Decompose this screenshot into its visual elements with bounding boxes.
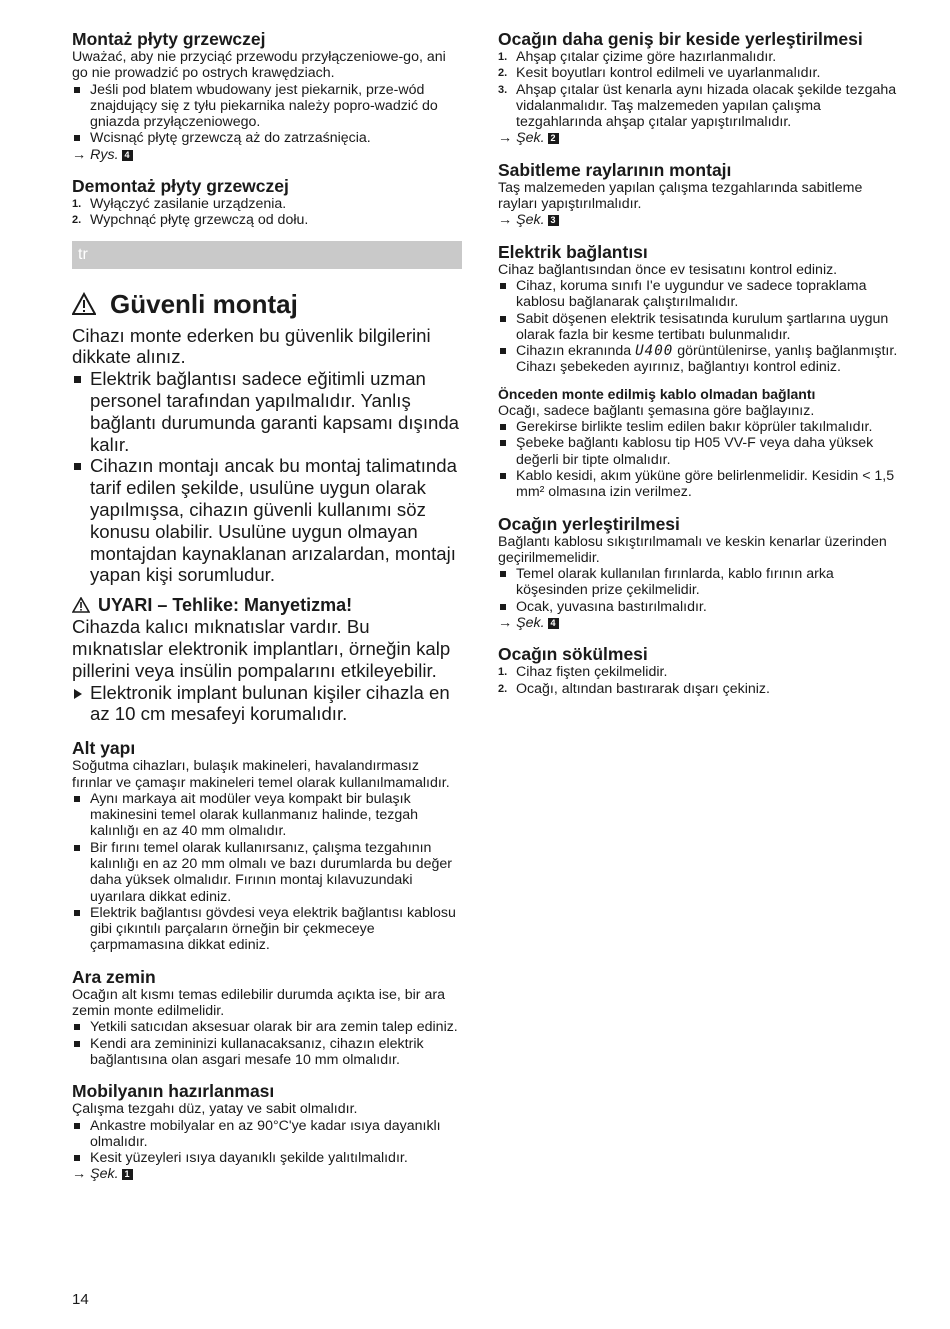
- list-item: Bir fırını temel olarak kullanırsanız, çalışma tezgahının kalınlığı en az 20 mm olmalı ve bazı durumlarda bu değer daha yüksek olmalıdır. Fırının montaj kılavuzundaki uyarılara dikkat ediniz.: [72, 840, 462, 905]
- list-item: Cihaz, koruma sınıfı I'e uygundur ve sadece topraklama kablosu bağlanarak çalıştırılmalıdır.: [498, 278, 898, 311]
- section-mobilya: [72, 1082, 462, 1182]
- section-title: Demontaż płyty grzewczej: [72, 176, 289, 197]
- list-item: Kablo kesidi, akım yüküne göre belirlenmelidir. Kesidin < 1,5 mm² olmasına izin verilmez.: [498, 468, 898, 501]
- figure-reference: → Şek. 2: [498, 130, 898, 146]
- warning-heading: UYARI – Tehlike: Manyetizma!: [72, 594, 462, 616]
- section-sabitleme: [498, 161, 898, 229]
- language-bar: [72, 241, 462, 269]
- figure-number: 2: [548, 133, 559, 144]
- section-title: Sabitleme raylarının montajı: [498, 159, 732, 180]
- numbered-list: [498, 664, 898, 697]
- list-item: Yetkili satıcıdan aksesuar olarak bir ara zemin talep ediniz.: [72, 1019, 462, 1035]
- list-item: Elektrik bağlantısı gövdesi veya elektrik bağlantısı kablosu gibi çıkıntılı parçaların örneğin bir çekmeceye çarpmamasına dikkat ediniz.: [72, 905, 462, 954]
- bullet-list: [72, 1019, 462, 1068]
- figure-number: 3: [548, 215, 559, 226]
- display-code: U400: [635, 343, 674, 360]
- section-title: Mobilyanın hazırlanması: [72, 1081, 275, 1102]
- list-item: 2. Kesit boyutları kontrol edilmeli ve uyarlanmalıdır.: [498, 65, 821, 82]
- section-intro: Ocağın alt kısmı temas edilebilir durumda açıkta ise, bir ara zemin monte edilmelidir.: [72, 986, 445, 1020]
- bullet-list: [72, 368, 462, 586]
- list-item: Ocak, yuvasına bastırılmalıdır.: [498, 599, 898, 615]
- bullet-list: [498, 278, 898, 376]
- warning-icon: [72, 292, 96, 316]
- right-column: [498, 30, 898, 711]
- bullet-list: [72, 82, 462, 147]
- list-item: Elektronik implant bulunan kişiler cihazla en az 10 cm mesafeyi korumalıdır.: [72, 682, 462, 726]
- warning-icon: [72, 597, 90, 613]
- section-intro: Ocağı, sadece bağlantı şemasına göre bağlayınız.: [498, 402, 815, 419]
- figure-number: 4: [548, 618, 559, 629]
- section-title: Alt yapı: [72, 738, 136, 759]
- section-sokulmesi: [498, 645, 898, 697]
- warning-text: Cihazda kalıcı mıknatıslar vardır. Bu mıknatıslar elektronik implantları, örneğin kalp pillerini veya insülin pompalarını etkileyebilir.: [72, 616, 451, 681]
- list-item: Kesit yüzeyleri ısıya dayanıklı şekilde yalıtılmalıdır.: [72, 1150, 462, 1166]
- section-title: Ocağın sökülmesi: [498, 644, 648, 665]
- list-item: 3. Ahşap çıtalar üst kenarla aynı hizada olacak şekilde tezgaha vidalanmalıdır. Taş malzemeden yapılan çalışma tezgahlarında ahşap çıtalar yapıştırılmalıdır.: [498, 81, 897, 131]
- list-item: 1. Ahşap çıtalar çizime göre hazırlanmalıdır.: [498, 49, 777, 65]
- section-yerlestirme: [498, 515, 898, 632]
- list-item: Jeśli pod blatem wbudowany jest piekarnik, prze-wód znajdujący się z tyłu piekarnika należy popro-wadzić do gniazda przyłączeniowego.: [72, 82, 462, 131]
- list-item: Şebeke bağlantı kablosu tip H05 VV-F veya daha yüksek değerli bir tipte olmalıdır.: [498, 435, 898, 468]
- numbered-list: [72, 196, 462, 229]
- section-title: Montaż płyty grzewczej: [72, 29, 266, 49]
- section-ara-zemin: [72, 968, 462, 1068]
- numbered-list: [498, 49, 898, 130]
- bullet-list: [498, 566, 898, 615]
- section-intro: Cihaz bağlantısından önce ev tesisatını kontrol ediniz.: [498, 261, 838, 278]
- section-safety: [72, 289, 462, 726]
- list-item: 1. Cihaz fişten çekilmelidir.: [498, 664, 668, 681]
- section-montaz: [72, 30, 462, 163]
- section-intro: Çalışma tezgahı düz, yatay ve sabit olmalıdır.: [72, 1101, 358, 1118]
- list-item: Temel olarak kullanılan fırınlarda, kablo fırının arka köşesinden prize çekilmelidir.: [498, 566, 898, 599]
- bullet-list: [72, 791, 462, 954]
- section-subtitle: Önceden monte edilmiş kablo olmadan bağlantı: [498, 385, 816, 402]
- list-item: 1. Wyłączyć zasilanie urządzenia.: [72, 196, 287, 213]
- left-column: [72, 30, 462, 1197]
- figure-reference: → Rys. 4: [72, 147, 462, 163]
- section-intro: Bağlantı kablosu sıkıştırılmamalı ve keskin kenarlar üzerinden geçirilmemelidir.: [498, 533, 887, 566]
- action-list: [72, 682, 462, 726]
- list-item: Aynı markaya ait modüler veya kompakt bir bulaşık makinesini temel olarak kullanmanız halinde, tezgah kalınlığı en az 40 mm olmalıdır.: [72, 791, 462, 840]
- list-item: Sabit döşenen elektrik tesisatında kurulum şartlarına uygun olarak fazla bir kesme tertibatı bulunmalıdır.: [498, 311, 898, 344]
- section-demontaz: [72, 177, 462, 229]
- section-intro: Uważać, aby nie przyciąć przewodu przyłączeniowe-go, ani go nie prowadzić po ostrych krawędziach.: [72, 49, 446, 82]
- safety-intro: Cihazı monte ederken bu güvenlik bilgilerini dikkate alınız.: [72, 324, 431, 368]
- figure-reference: → Şek. 1: [72, 1166, 462, 1182]
- figure-reference: → Şek. 3: [498, 212, 898, 228]
- list-item: Cihazın montajı ancak bu montaj talimatında tarif edilen şekilde, usulüne uygun olarak yapılmışsa, cihazın güvenli kullanımı söz konusu olabilir. Usulüne uygun olmayan montajdan kaynaklanan arızalardan, montajı yapan kişi sorumludur.: [72, 455, 462, 586]
- figure-number: 4: [122, 150, 133, 161]
- section-alt-yapi: [72, 739, 462, 954]
- list-item: Wcisnąć płytę grzewczą aż do zatrzaśnięcia.: [72, 130, 462, 146]
- bullet-list: [498, 419, 898, 500]
- list-item: Elektrik bağlantısı sadece eğitimli uzman personel tarafından yapılmalıdır. Yanlış bağlantı durumunda garanti kapsamı dışında kalır.: [72, 368, 462, 455]
- section-title: Ocağın yerleştirilmesi: [498, 513, 680, 534]
- list-item: 2. Ocağı, altından bastırarak dışarı çekiniz.: [498, 680, 770, 697]
- figure-reference: → Şek. 4: [498, 615, 898, 631]
- list-item: Ankastre mobilyalar en az 90°C'ye kadar ısıya dayanıklı olmalıdır.: [72, 1118, 462, 1151]
- section-onceden: [498, 386, 898, 501]
- figure-number: 1: [122, 1169, 133, 1180]
- bullet-list: [72, 1118, 462, 1167]
- list-item: 2. Wypchnąć płytę grzewczą od dołu.: [72, 212, 309, 229]
- page-number: 14: [72, 1291, 89, 1308]
- section-title: Ara zemin: [72, 966, 156, 987]
- list-item: Gerekirse birlikte teslim edilen bakır köprüler takılmalıdır.: [498, 419, 898, 435]
- safety-title: Güvenli montaj: [72, 289, 462, 319]
- list-item: Cihazın ekranında U400 görüntülenirse, yanlış bağlanmıştır. Cihazı şebekeden ayırınız, bağlantıyı kontrol ediniz.: [498, 343, 898, 376]
- list-item: Kendi ara zemininizi kullanacaksanız, cihazın elektrik bağlantısına olan asgari mesafe 10 mm olmalıdır.: [72, 1036, 462, 1069]
- section-intro: Soğutma cihazları, bulaşık makineleri, havalandırmasız fırınlar ve çamaşır makineleri temel olarak kullanılmamalıdır.: [72, 758, 450, 791]
- section-elektrik: [498, 243, 898, 376]
- section-title: Elektrik bağlantısı: [498, 241, 648, 262]
- section-title: Ocağın daha geniş bir keside yerleştirilmesi: [498, 29, 863, 49]
- language-code: tr: [78, 245, 88, 263]
- section-genis-kesit: [498, 30, 898, 147]
- section-intro: Taş malzemeden yapılan çalışma tezgahlarında sabitleme rayları yapıştırılmalıdır.: [498, 179, 863, 213]
